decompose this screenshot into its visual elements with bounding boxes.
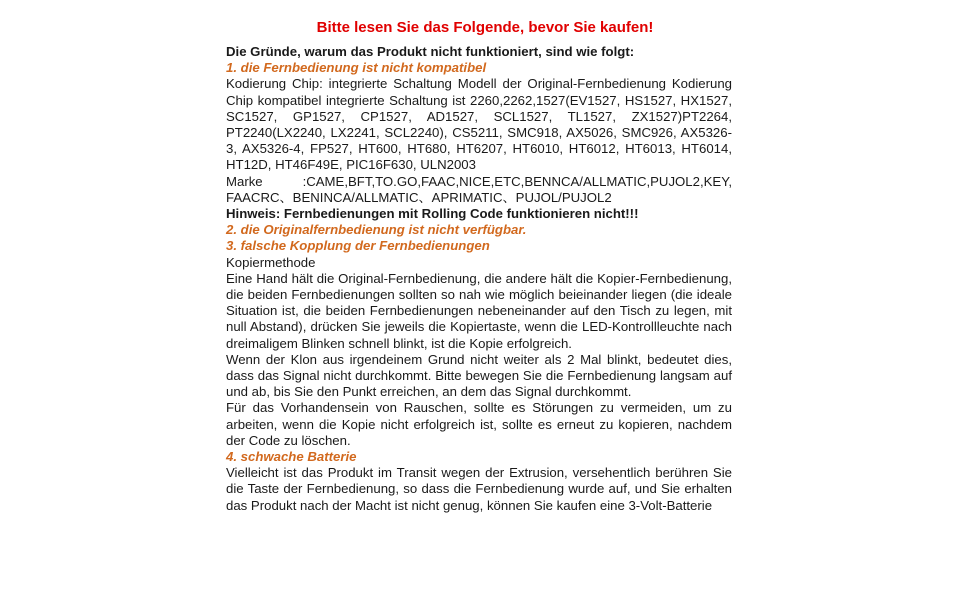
document-body (226, 44, 732, 514)
copy-method-label: Kopiermethode (226, 254, 316, 270)
brand-list-text: Marke :CAME,BFT,TO.GO,FAAC,NICE,ETC,BENNCA/ALLMATIC,PUJOL2,KEY, FAACRC、BENINCA/ALLMATIC、APRIMATIC、PUJOL/PUJOL2 (226, 173, 732, 205)
section-1-heading: 1. die Fernbedienung ist nicht kompatibel (226, 60, 487, 76)
battery-paragraph: Vielleicht ist das Produkt im Transit wegen der Extrusion, versehentlich berühren Sie die Taste der Fernbedienung, so dass die Fernbedienung wurde auf, und Sie erhalten das Produkt nach der Macht ist nicht genug, können Sie kaufen eine 3-Volt-Batterie (226, 465, 732, 513)
section-3-heading: 3. falsche Kopplung der Fernbedienungen (226, 238, 490, 254)
warning-title: Bitte lesen Sie das Folgende, bevor Sie kaufen! (316, 19, 654, 36)
chip-compatibility-text: Kodierung Chip: integrierte Schaltung Modell der Original-Fernbedienung Kodierung Chip kompatibel integrierte Schaltung ist 2260,2262,1527(EV1527, HS1527, HX1527, SC1527, GP1527, CP1527, AD1527, SCL1527, TL1527, ZX1527)PT2264, PT2240(LX2240, LX2241, SCL2240), CS5211, SMC918, AX5026, SMC926, AX5326-3, AX5326-4, FP527, HT600, HT680, HT6207, HT6010, HT6012, HT6013, HT6014, HT12D, HT46F49E, PIC16F630, ULN2003 (226, 76, 732, 173)
copy-method-paragraph-2: Wenn der Klon aus irgendeinem Grund nicht weiter als 2 Mal blinkt, bedeutet dies, dass das Signal nicht durchkommt. Bitte bewegen Sie die Fernbedienung langsam auf und ab, bis Sie den Punkt erreichen, an dem das Signal durchkommt. (226, 351, 732, 400)
copy-method-paragraph-3: Für das Vorhandensein von Rauschen, sollte es Störungen zu vermeiden, um zu arbeiten, wenn die Kopie nicht erfolgreich ist, sollte es erneut zu kopieren, nachdem der Code zu löschen. (226, 400, 732, 448)
section-4-heading: 4. schwache Batterie (226, 449, 357, 465)
section-2-heading: 2. die Originalfernbedienung ist nicht verfügbar. (226, 222, 527, 238)
copy-method-paragraph-1: Eine Hand hält die Original-Fernbedienung, die andere hält die Kopier-Fernbedienung, die beiden Fernbedienungen sollten so nah wie möglich beieinander liegen (die ideale Situation ist, die beiden Fernbedienungen nebeneinander auf den Tisch zu legen, mit null Abstand), drücken Sie jeweils die Kopiertaste, wenn die LED-Kontrollleuchte nach dreimaligem Blinken schnell blinkt, ist die Kopie erfolgreich. (226, 270, 732, 351)
intro-text: Die Gründe, warum das Produkt nicht funktioniert, sind wie folgt: (226, 44, 635, 59)
rolling-code-note: Hinweis: Fernbedienungen mit Rolling Code funktionieren nicht!!! (226, 206, 639, 222)
